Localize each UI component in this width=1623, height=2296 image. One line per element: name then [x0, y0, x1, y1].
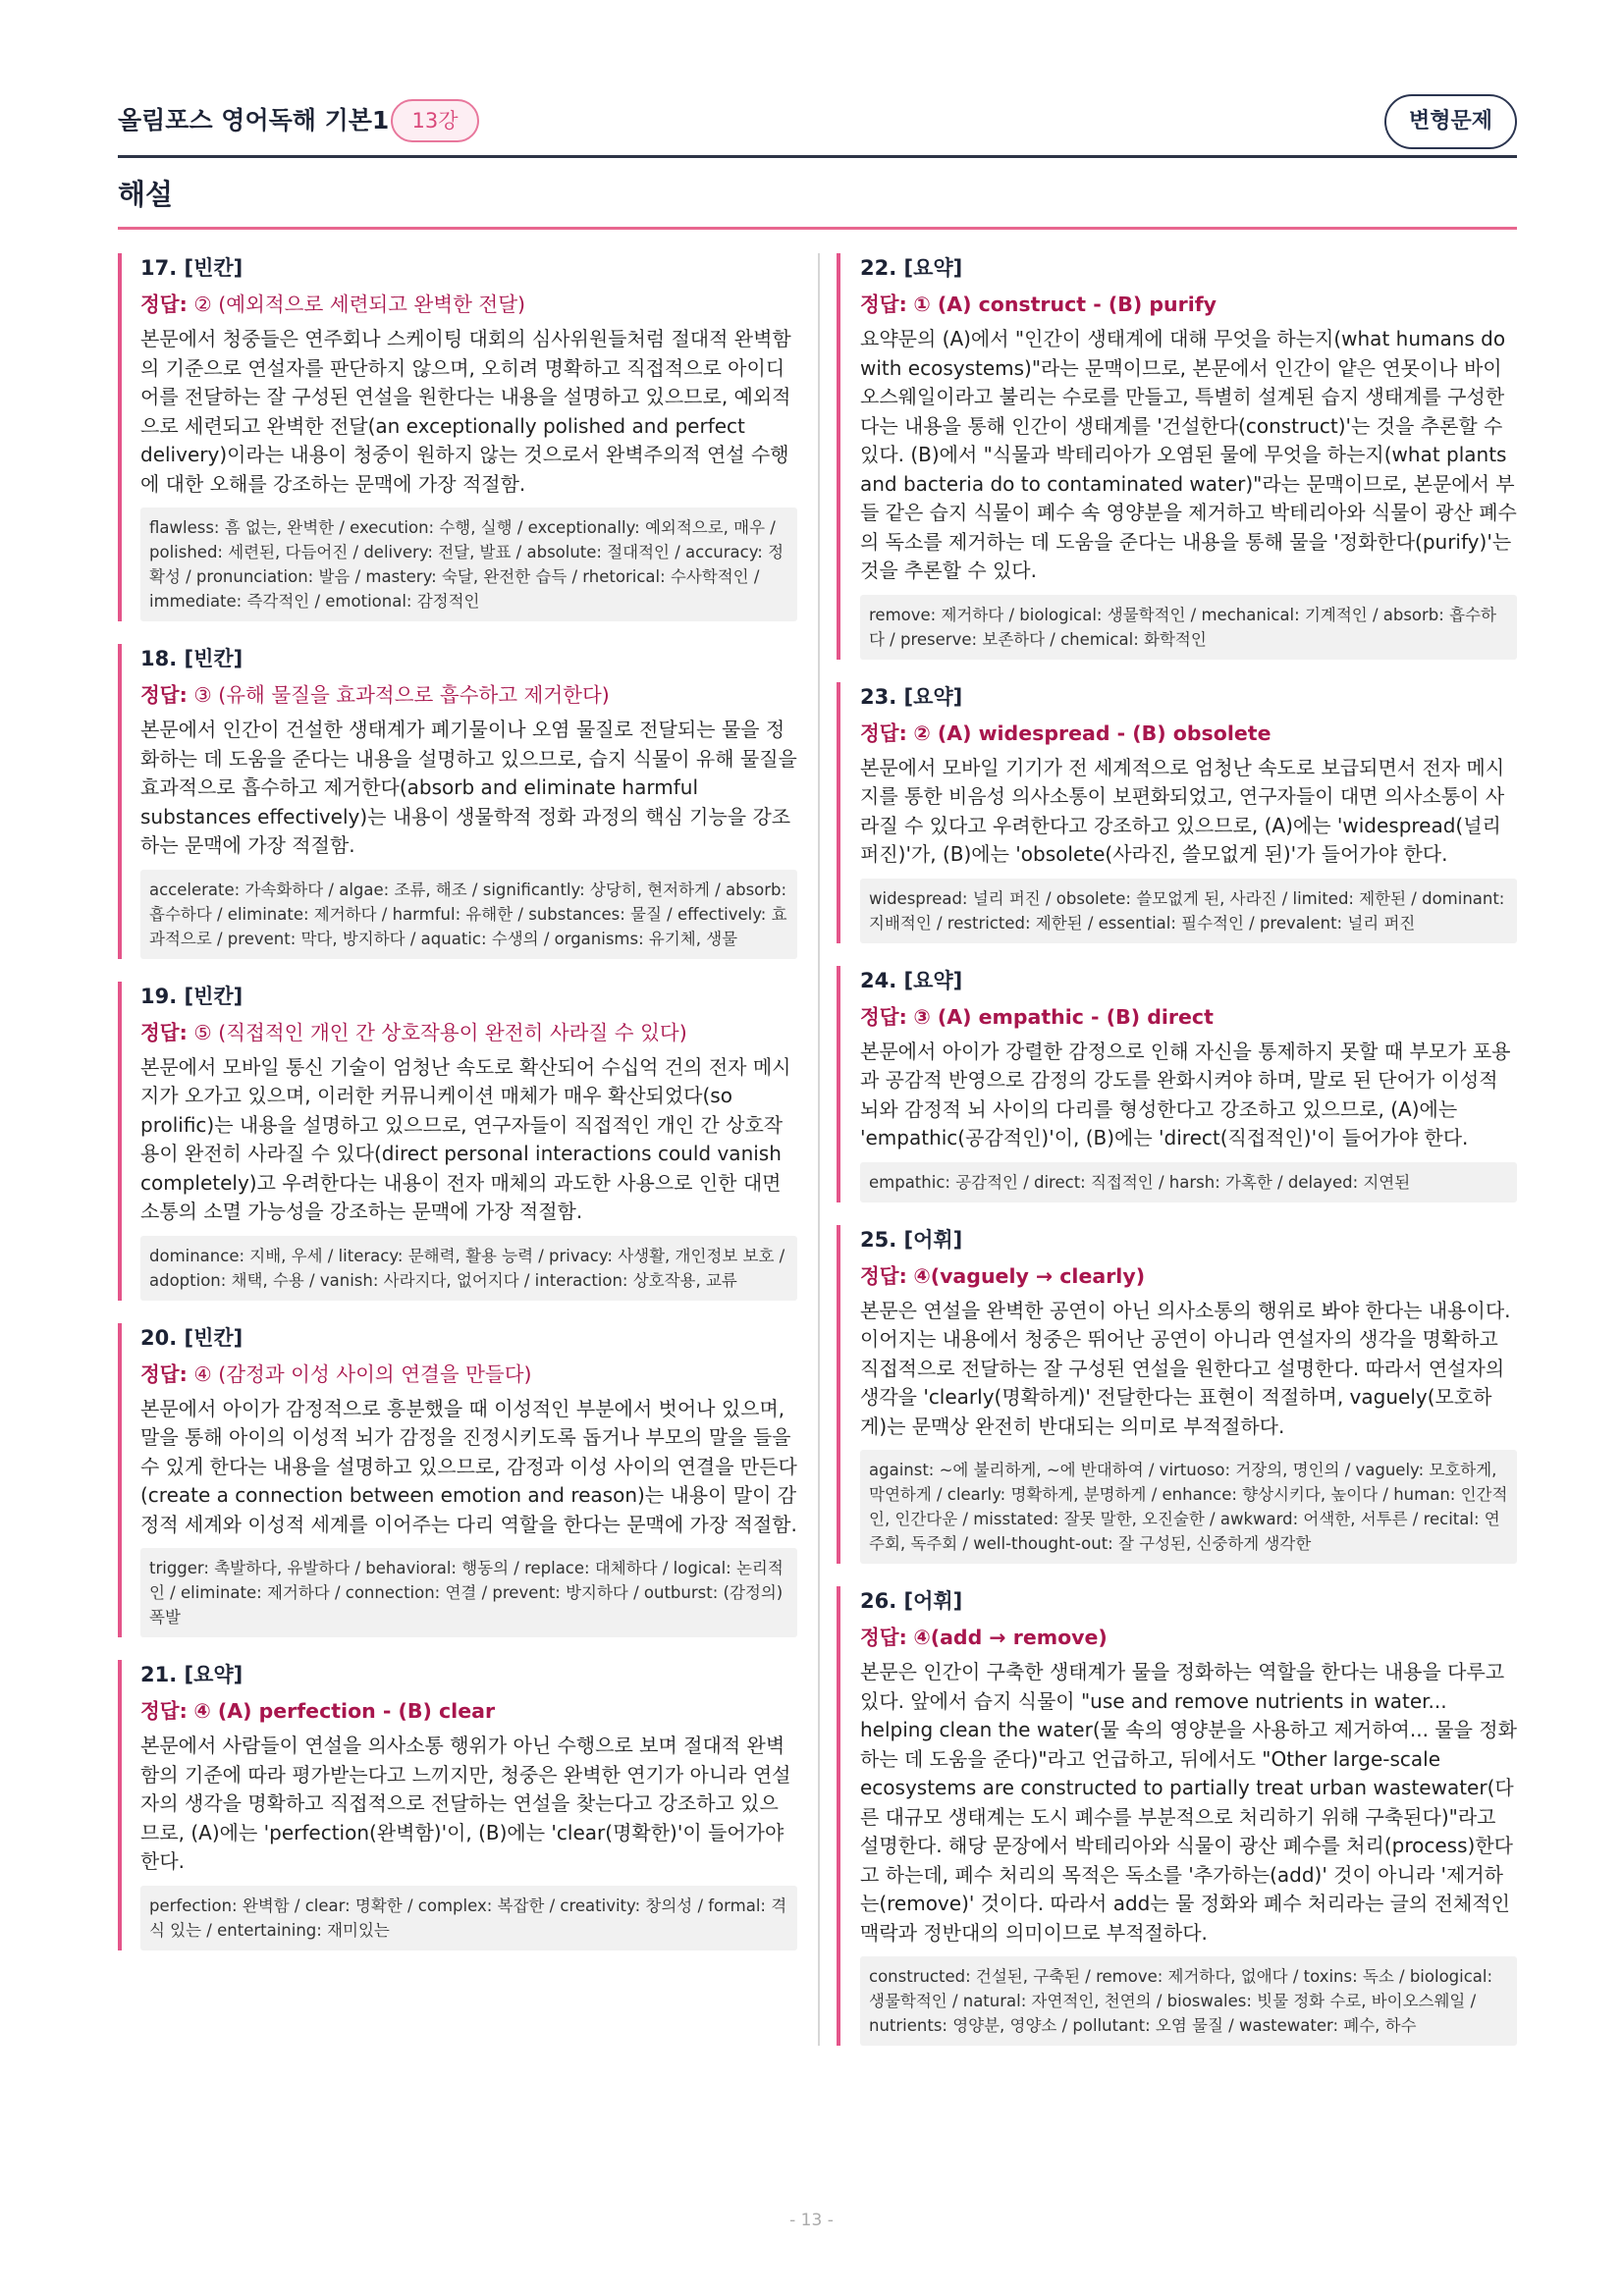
answer-line — [860, 719, 1517, 748]
answer-label: 정답: — [860, 1004, 907, 1029]
answer-label: 정답: — [140, 1020, 188, 1044]
category-badge: 변형문제 — [1384, 94, 1517, 149]
item-title: 23. [요약] — [860, 684, 963, 709]
right-column — [837, 253, 1517, 2046]
vocabulary-box: perfection: 완벽함 / clear: 명확한 / complex: 복잡한 / creativity: 창의성 / formal: 격식 있는 / entertaining: 재미있는 — [140, 1886, 797, 1950]
answer-line — [140, 290, 797, 319]
explanation-text: 본문은 연설을 완벽한 공연이 아닌 의사소통의 행위로 봐야 한다는 내용이다. 이어지는 내용에서 청중은 뛰어난 공연이 아니라 연설자의 생각을 명확하고 직접적으로 전달하는 잘 구성된 연설을 원한다고 설명한다. 따라서 연설자의 생각을 'clearly(명확하게)' 전달한다는 표현이 적절하며, vaguely(모호하게)는 문맥상 완전히 반대되는 의미로 부적절하다. — [860, 1298, 1511, 1438]
answer-line — [140, 1018, 797, 1047]
vocabulary-box: constructed: 건설된, 구축된 / remove: 제거하다, 없애다 / toxins: 독소 / biological: 생물학적인 / natural: 자연적인, 천연의 / bioswales: 빗물 정화 수로, 바이오스웨일 / nutrients: 영양분, 영양소 / pollutant: 오염 물질 / wastewater: 폐수, 하수 — [860, 1956, 1517, 2046]
explanation-text: 본문에서 모바일 통신 기술이 엄청난 속도로 확산되어 수십억 건의 전자 메시지가 오가고 있으며, 이러한 커뮤니케이션 매체가 매우 확산되었다(so prolific)는 내용을 설명하고 있으므로, 연구자들이 직접적인 개인 간 상호작용이 완전히 사라질 수 있다(direct personal interactions could vanish completely)고 우려한다는 내용이 전자 매체의 과도한 사용으로 인한 대면 소통의 소멸 가능성을 강조하는 문맥에 가장 적절함. — [140, 1054, 791, 1223]
left-column — [118, 253, 797, 2046]
item-title: 26. [어휘] — [860, 1589, 963, 1613]
header-rule — [118, 155, 1517, 158]
answer-label: 정답: — [860, 1626, 907, 1649]
answer-label: 정답: — [140, 293, 188, 316]
explanation-text: 본문에서 청중들은 연주회나 스케이팅 대회의 심사위원들처럼 절대적 완벽함의 기준으로 연설자를 판단하지 않으며, 오히려 명확하고 직접적으로 아이디어를 전달하는 잘 구성된 연설을 원한다는 내용을 설명하고 있으므로, 예외적으로 세련되고 완벽한 전달(an exceptionally polished and perfect delivery)이라는 내용이 청중이 원하지 않는 것으로서 완벽주의적 연설 수행에 대한 오해를 강조하는 문맥에 가장 적절함. — [140, 327, 791, 496]
answer-line — [140, 1360, 797, 1389]
answer-line — [140, 1696, 797, 1726]
answer-text: ② (A) widespread - (B) obsolete — [913, 721, 1271, 745]
answer-line — [860, 1261, 1517, 1291]
explanation-item-19 — [118, 982, 797, 1301]
explanation-text: 본문에서 사람들이 연설을 의사소통 행위가 아닌 수행으로 보며 절대적 완벽함의 기준에 따라 평가받는다고 느끼지만, 청중은 완벽한 연기가 아니라 연설자의 생각을 명확하고 직접적으로 전달하는 연설을 찾는다고 강조하고 있으므로, (A)에는 'perfection(완벽함)'이, (B)에는 'clear(명확한)'이 들어가야 한다. — [140, 1734, 791, 1873]
explanation-item-20 — [118, 1323, 797, 1638]
vocabulary-box: remove: 제거하다 / biological: 생물학적인 / mechanical: 기계적인 / absorb: 흡수하다 / preserve: 보존하다 / chemical: 화학적인 — [860, 595, 1517, 660]
answer-label: 정답: — [140, 683, 188, 707]
answer-line — [140, 680, 797, 710]
column-divider — [818, 253, 820, 2046]
answer-line — [860, 1623, 1517, 1652]
answer-text: ③ (유해 물질을 효과적으로 흡수하고 제거한다) — [193, 683, 610, 707]
explanation-columns — [118, 253, 1517, 2046]
item-title: 24. [요약] — [860, 968, 963, 992]
explanation-item-18 — [118, 644, 797, 959]
item-title: 18. [빈칸] — [140, 647, 243, 670]
answer-text: ④(add → remove) — [913, 1626, 1108, 1649]
page-number: - 13 - — [789, 2211, 834, 2230]
explanation-item-24 — [837, 966, 1517, 1202]
item-title: 22. [요약] — [860, 256, 963, 280]
vocabulary-box: empathic: 공감적인 / direct: 직접적인 / harsh: 가혹한 / delayed: 지연된 — [860, 1162, 1517, 1202]
explanation-item-21 — [118, 1660, 797, 1950]
vocabulary-box: accelerate: 가속화하다 / algae: 조류, 해조 / significantly: 상당히, 현저하게 / absorb: 흡수하다 / eliminate: 제거하다 / harmful: 유해한 / substances: 물질 / effectively: 효과적으로 / prevent: 막다, 방지하다 / aquatic: 수생의 / organisms: 유기체, 생물 — [140, 870, 797, 959]
item-title: 21. [요약] — [140, 1663, 243, 1686]
answer-text: ④(vaguely → clearly) — [913, 1263, 1146, 1288]
explanation-item-23 — [837, 682, 1517, 943]
item-title: 25. [어휘] — [860, 1227, 963, 1252]
lesson-badge: 13강 — [391, 99, 479, 142]
answer-text: ① (A) construct - (B) purify — [913, 293, 1217, 316]
explanation-item-26 — [837, 1586, 1517, 2046]
answer-label: 정답: — [140, 1362, 188, 1386]
answer-label: 정답: — [140, 1699, 188, 1723]
answer-text: ③ (A) empathic - (B) direct — [913, 1004, 1214, 1029]
answer-line — [860, 290, 1517, 319]
item-title: 17. [빈칸] — [140, 256, 243, 280]
vocabulary-box: trigger: 촉발하다, 유발하다 / behavioral: 행동의 / replace: 대체하다 / logical: 논리적인 / eliminate: 제거하다 / connection: 연결 / prevent: 방지하다 / outburst: (감정의) 폭발 — [140, 1548, 797, 1637]
item-title: 20. [빈칸] — [140, 1325, 243, 1350]
answer-text: ④ (감정과 이성 사이의 연결을 만들다) — [193, 1362, 532, 1386]
explanation-text: 본문에서 아이가 감정적으로 흥분했을 때 이성적인 부분에서 벗어나 있으며, 말을 통해 아이의 이성적 뇌가 감정을 진정시키도록 돕거나 부모의 말을 들을 수 있게 한다는 내용을 설명하고 있으므로, 감정과 이성 사이의 연결을 만든다(create a connection between emotion and reason)는 내용이 말이 감정적 세계와 이성적 세계를 이어주는 다리 역할을 한다는 문맥에 가장 적절함. — [140, 1396, 797, 1536]
explanation-text: 본문에서 모바일 기기가 전 세계적으로 엄청난 속도로 보급되면서 전자 메시지를 통한 비음성 의사소통이 보편화되었고, 연구자들이 대면 의사소통이 사라질 수 있다고 우려한다고 강조하고 있으므로, (A)에는 'widespread(널리 퍼진)'가, (B)에는 'obsolete(사라진, 쓸모없게 된)'가 들어가야 한다. — [860, 755, 1505, 866]
item-title: 19. [빈칸] — [140, 984, 243, 1008]
answer-text: ④ (A) perfection - (B) clear — [193, 1699, 496, 1723]
explanation-item-22 — [837, 253, 1517, 660]
vocabulary-box: widespread: 널리 퍼진 / obsolete: 쓸모없게 된, 사라진 / limited: 제한된 / dominant: 지배적인 / restricted: 제한된 / essential: 필수적인 / prevalent: 널리 퍼진 — [860, 879, 1517, 943]
explanation-item-25 — [837, 1225, 1517, 1565]
heading-rule — [118, 227, 1517, 230]
answer-line — [860, 1002, 1517, 1032]
vocabulary-box: against: ~에 불리하게, ~에 반대하여 / virtuoso: 거장의, 명인의 / vaguely: 모호하게, 막연하게 / clearly: 명확하게, 분명하게 / enhance: 향상시키다, 높이다 / human: 인간적인, 인간다운 / misstated: 잘못 말한, 오진술한 / awkward: 어색한, 서투른 / recital: 연주회, 독주회 / well-thought-out: 잘 구성된, 신중하게 생각한 — [860, 1450, 1517, 1564]
book-title: 올림포스 영어독해 기본1 — [118, 106, 390, 134]
explanation-item-17 — [118, 253, 797, 621]
answer-label: 정답: — [860, 721, 907, 745]
answer-label: 정답: — [860, 293, 907, 316]
answer-text: ② (예외적으로 세련되고 완벽한 전달) — [193, 293, 526, 316]
vocabulary-box: dominance: 지배, 우세 / literacy: 문해력, 활용 능력 / privacy: 사생활, 개인정보 보호 / adoption: 채택, 수용 / vanish: 사라지다, 없어지다 / interaction: 상호작용, 교류 — [140, 1236, 797, 1301]
explanation-text: 요약문의 (A)에서 "인간이 생태계에 대해 무엇을 하는지(what humans do with ecosystems)"라는 문맥이므로, 본문에서 인간이 얕은 연못이나 바이오스웨일이라고 불리는 수로를 만들고, 특별히 설계된 습지 생태계를 구성한다는 내용을 통해 인간이 생태계를 '건설한다(construct)'는 것을 추론할 수 있다. (B)에서 "식물과 박테리아가 오염된 물에 무엇을 하는지(what plants and bacteria do to contaminated water)"라는 문맥이므로, 본문에서 부들 같은 습지 식물이 폐수 속 영양분을 제거하고 박테리아와 식물이 광산 폐수의 독소를 제거하는 데 도움을 준다는 내용을 통해 물을 '정화한다(purify)'는 것을 추론할 수 있다. — [860, 327, 1517, 582]
explanation-text: 본문은 인간이 구축한 생태계가 물을 정화하는 역할을 한다는 내용을 다루고 있다. 앞에서 습지 식물이 "use and remove nutrients in water... helping clean the water(물 속의 영양분을 사용하고 제거하여... 물을 정화하는 데 도움을 준다)"라고 언급하고, 뒤에서도 "Other large-scale ecosystems are constructed to partially treat urban wastewater(다른 대규모 생태계는 도시 폐수를 부분적으로 처리하기 위해 구축된다)"라고 설명한다. 해당 문장에서 박테리아와 식물이 광산 폐수를 처리(process)한다고 하는데, 폐수 처리의 목적은 독소를 '추가하는(add)' 것이 아니라 '제거하는(remove)' 것이다. 따라서 add는 물 정화와 폐수 처리라는 글의 전체적인 맥락과 정반대의 의미이므로 부적절하다. — [860, 1660, 1517, 1945]
answer-text: ⑤ (직접적인 개인 간 상호작용이 완전히 사라질 수 있다) — [193, 1020, 687, 1044]
explanation-text: 본문에서 아이가 강렬한 감정으로 인해 자신을 통제하지 못할 때 부모가 포용과 공감적 반영으로 감정의 강도를 완화시켜야 하며, 말로 된 단어가 이성적 뇌와 감정적 뇌 사이의 다리를 형성한다고 강조하고 있으므로, (A)에는 'empathic(공감적인)'이, (B)에는 'direct(직접적인)'이 들어가야 한다. — [860, 1039, 1511, 1149]
vocabulary-box: flawless: 흠 없는, 완벽한 / execution: 수행, 실행 / exceptionally: 예외적으로, 매우 / polished: 세련된, 다듬어진 / delivery: 전달, 발표 / absolute: 절대적인 / accuracy: 정확성 / pronunciation: 발음 / mastery: 숙달, 완전한 습득 / rhetorical: 수사학적인 / immediate: 즉각적인 / emotional: 감정적인 — [140, 507, 797, 621]
answer-label: 정답: — [860, 1263, 907, 1288]
section-heading: 해설 — [118, 178, 174, 211]
explanation-text: 본문에서 인간이 건설한 생태계가 폐기물이나 오염 물질로 전달되는 물을 정화하는 데 도움을 준다는 내용을 설명하고 있으므로, 습지 식물이 유해 물질을 효과적으로 흡수하고 제거한다(absorb and eliminate harmful substances effectively)는 내용이 생물학적 정화 과정의 핵심 기능을 강조하는 문맥에 가장 적절함. — [140, 718, 797, 857]
